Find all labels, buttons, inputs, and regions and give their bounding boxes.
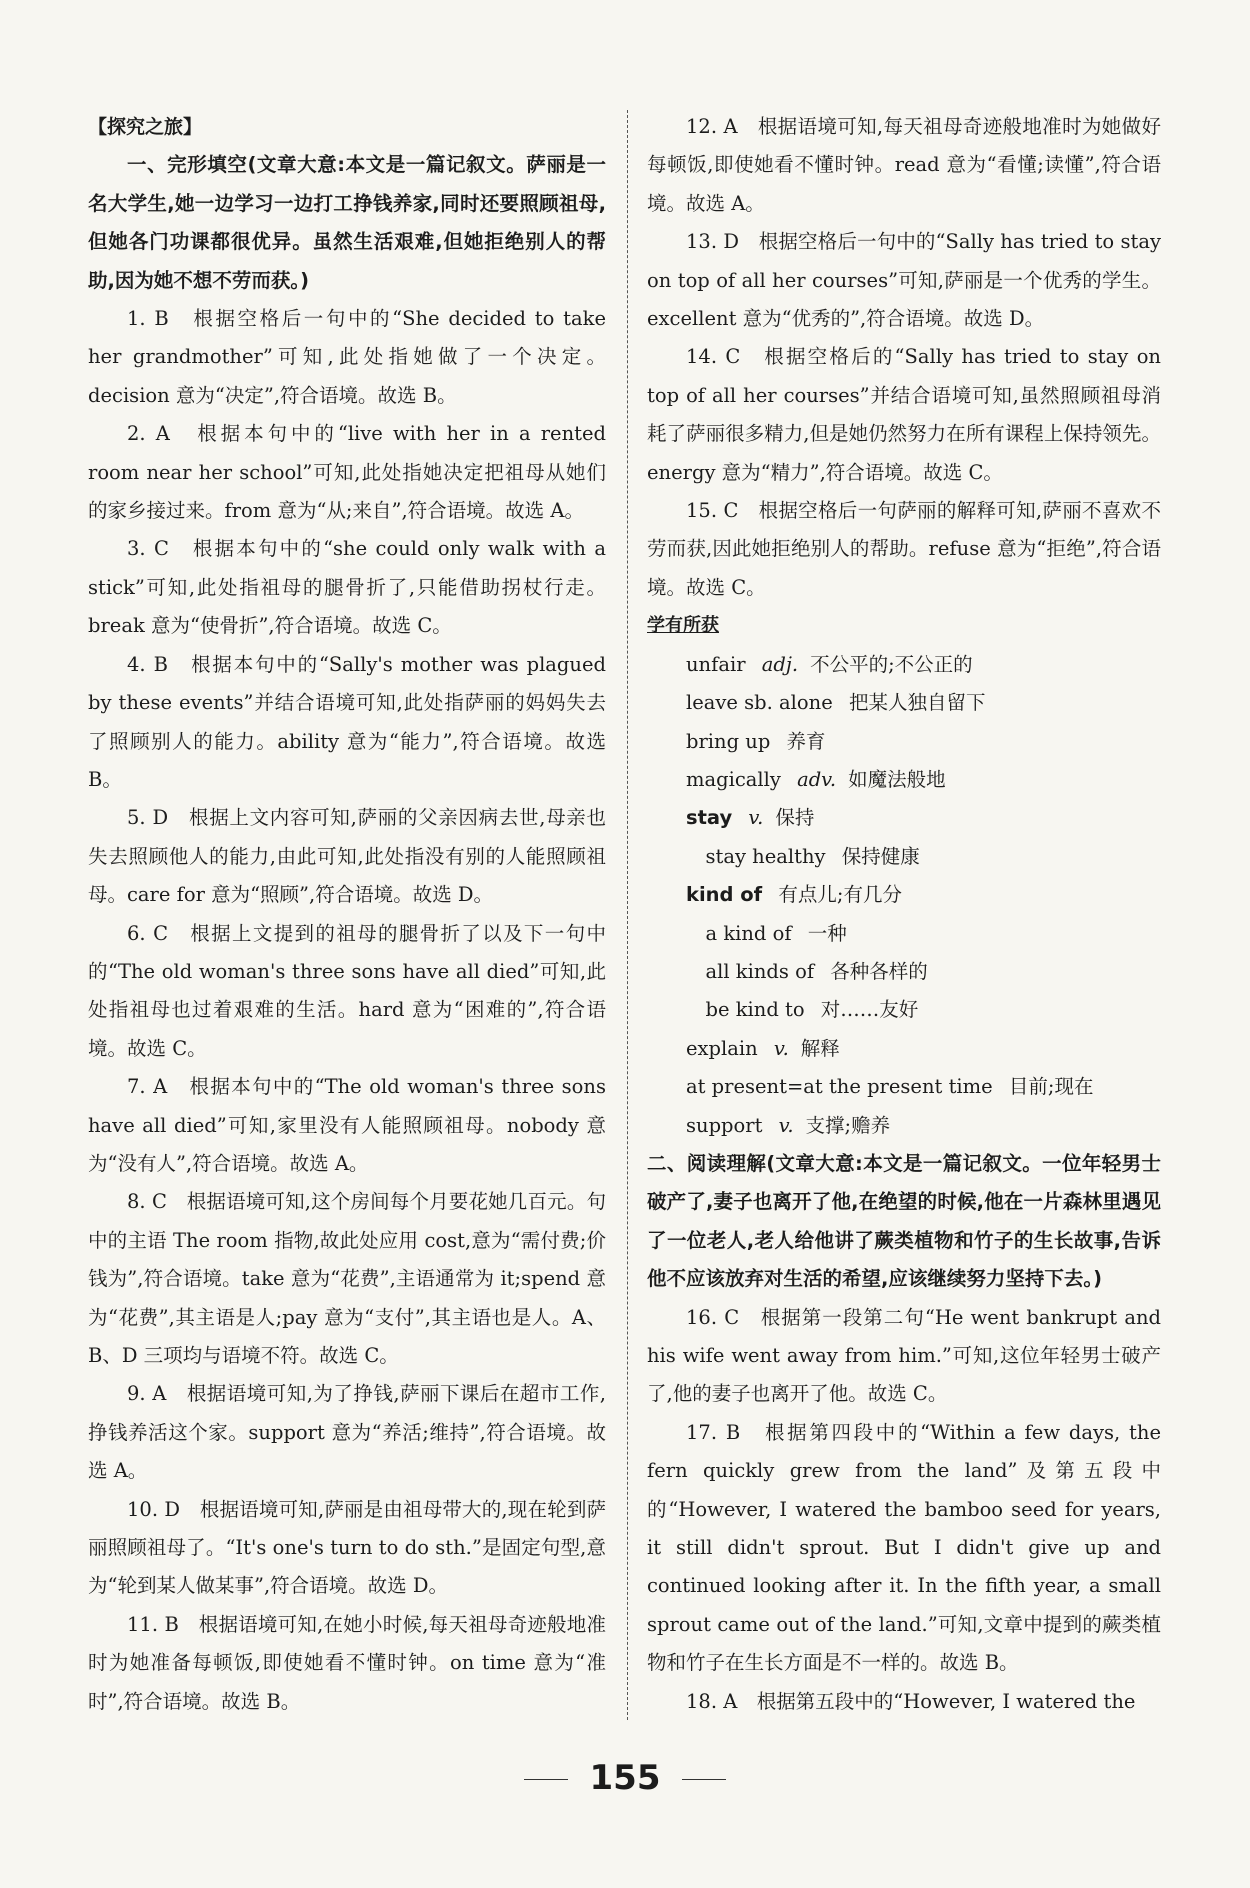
vocab-word: a kind of bbox=[705, 921, 792, 945]
left-column bbox=[88, 108, 606, 1721]
vocab-word: stay healthy bbox=[705, 844, 826, 868]
vocab-word: explain bbox=[686, 1036, 758, 1060]
answer-item-4: 4. B 根据本句中的“Sally's mother was plagued by these events”并结合语境可知,此处指萨丽的妈妈失去了照顾别人的能力。ability 意为“能力”,符合语境。故选 B。 bbox=[88, 652, 606, 791]
vocab-meaning: 解释 bbox=[800, 1036, 840, 1060]
vocab-word: bring up bbox=[686, 729, 771, 753]
vocab-meaning: 一种 bbox=[807, 921, 847, 945]
answer-item-16: 16. C 根据第一段第二句“He went bankrupt and his wife went away from him.”可知,这位年轻男士破产了,他的妻子也离开了他。故选 C。 bbox=[647, 1305, 1161, 1406]
answer-item-9: 9. A 根据语境可知,为了挣钱,萨丽下课后在超市工作,挣钱养活这个家。support 意为“养活;维持”,符合语境。故选 A。 bbox=[88, 1382, 606, 1483]
vocab-meaning: 有点儿;有几分 bbox=[778, 883, 902, 907]
answer-item-14: 14. C 根据空格后的“Sally has tried to stay on top of all her courses”并结合语境可知,虽然照顾祖母消耗了萨丽很多精力,但是她仍然努力在所有课程上保持领先。energy 意为“精力”,符合语境。故选 C。 bbox=[647, 345, 1161, 484]
vocab-item bbox=[647, 723, 1161, 761]
vocab-meaning: 养育 bbox=[786, 729, 826, 753]
answer-item-13: 13. D 根据空格后一句中的“Sally has tried to stay on top of all her courses”可知,萨丽是一个优秀的学生。excellent 意为“优秀的”,符合语境。故选 D。 bbox=[647, 230, 1161, 331]
vocab-meaning: 目前;现在 bbox=[1008, 1075, 1094, 1099]
answer-item-15: 15. C 根据空格后一句萨丽的解释可知,萨丽不喜欢不劳而获,因此她拒绝别人的帮助。refuse 意为“拒绝”,符合语境。故选 C。 bbox=[647, 499, 1161, 599]
vocab-meaning: 保持健康 bbox=[841, 844, 920, 868]
answer-item-6: 6. C 根据上文提到的祖母的腿骨折了以及下一句中的“The old woman's three sons have all died”可知,此处指祖母也过着艰难的生活。hard 意为“困难的”,符合语境。故选 C。 bbox=[88, 921, 606, 1060]
vocab-item bbox=[647, 876, 1161, 914]
vocab-pos: v. bbox=[773, 1036, 789, 1060]
vocab-word: all kinds of bbox=[705, 959, 815, 983]
answer-item-8: 8. C 根据语境可知,这个房间每个月要花她几百元。句中的主语 The room 指物,故此处应用 cost,意为“需付费;价钱为”,符合语境。take 意为“花费”,主语通常为 it;spend 意为“花费”,其主语是人;pay 意为“支付”,其主语也是人。A、B、D 三项均与语境不符。故选 C。 bbox=[88, 1190, 606, 1367]
vocab-meaning: 支撑;赡养 bbox=[805, 1113, 891, 1137]
right-column bbox=[647, 108, 1161, 1721]
vocab-pos: v. bbox=[748, 806, 764, 830]
answer-item-12: 12. A 根据语境可知,每天祖母奇迹般地准时为她做好每顿饭,即使她看不懂时钟。read 意为“看懂;读懂”,符合语境。故选 A。 bbox=[647, 115, 1161, 215]
vocab-item bbox=[647, 915, 1161, 953]
vocab-word: support bbox=[686, 1113, 763, 1137]
vocab-item bbox=[647, 1068, 1161, 1106]
answer-item-5: 5. D 根据上文内容可知,萨丽的父亲因病去世,母亲也失去照顾他人的能力,由此可知,此处指没有别的人能照顾祖母。care for 意为“照顾”,符合语境。故选 D。 bbox=[88, 806, 606, 907]
vocab-heading: 学有所获 bbox=[647, 615, 719, 637]
vocab-item bbox=[647, 761, 1161, 799]
vocab-item bbox=[647, 1107, 1161, 1145]
vocab-word: at present=at the present time bbox=[686, 1075, 993, 1099]
answer-item-10: 10. D 根据语境可知,萨丽是由祖母带大的,现在轮到萨丽照顾祖母了。“It's one's turn to do sth.”是固定句型,意为“轮到某人做某事”,符合语境。故选 D。 bbox=[88, 1497, 606, 1598]
vocab-item bbox=[647, 646, 1161, 684]
answer-item-3: 3. C 根据本句中的“she could only walk with a stick”可知,此处指祖母的腿骨折了,只能借助拐杖行走。break 意为“使骨折”,符合语境。故选 C。 bbox=[88, 537, 606, 638]
vocab-item bbox=[647, 953, 1161, 991]
vocab-meaning: 各种各样的 bbox=[830, 959, 928, 983]
page-number-dash bbox=[682, 1779, 726, 1780]
column-divider bbox=[627, 110, 628, 1720]
page-number-dash bbox=[524, 1779, 568, 1780]
vocab-pos: v. bbox=[778, 1113, 794, 1137]
reading-summary: 二、阅读理解(文章大意:本文是一篇记叙文。一位年轻男士破产了,妻子也离开了他,在绝望的时候,他在一片森林里遇见了一位老人,老人给他讲了蕨类植物和竹子的生长故事,告诉他不应该放弃对生活的希望,应该继续努力坚持下去。) bbox=[647, 1151, 1161, 1291]
cloze-summary: 一、完形填空(文章大意:本文是一篇记叙文。萨丽是一名大学生,她一边学习一边打工挣钱养家,同时还要照顾祖母,但她各门功课都很优异。虽然生活艰难,但她拒绝别人的帮助,因为她不想不劳而获。) bbox=[88, 153, 606, 292]
vocab-meaning: 把某人独自留下 bbox=[848, 691, 986, 715]
vocab-word: unfair bbox=[686, 652, 746, 676]
vocab-pos: adv. bbox=[797, 767, 837, 791]
vocab-item bbox=[647, 1030, 1161, 1068]
vocab-meaning: 如魔法般地 bbox=[848, 767, 946, 791]
answer-item-18: 18. A 根据第五段中的“However, I watered the bbox=[686, 1689, 1136, 1713]
page-number-value: 155 bbox=[589, 1758, 661, 1798]
answer-item-7: 7. A 根据本句中的“The old woman's three sons have all died”可知,家里没有人能照顾祖母。nobody 意为“没有人”,符合语境。故选 A。 bbox=[88, 1075, 606, 1175]
vocab-word: magically bbox=[686, 767, 781, 791]
vocab-word: stay bbox=[686, 806, 733, 830]
answer-item-11: 11. B 根据语境可知,在她小时候,每天祖母奇迹般地准时为她准备每顿饭,即使她看不懂时钟。on time 意为“准时”,符合语境。故选 B。 bbox=[88, 1612, 606, 1713]
vocab-word: be kind to bbox=[705, 998, 805, 1022]
vocab-meaning: 不公平的;不公正的 bbox=[810, 652, 973, 676]
page-number bbox=[0, 1758, 1250, 1798]
vocab-item bbox=[647, 799, 1161, 837]
vocab-list bbox=[647, 646, 1161, 1145]
vocab-meaning: 对……友好 bbox=[820, 998, 919, 1022]
vocab-item bbox=[647, 838, 1161, 876]
vocab-pos: adj. bbox=[761, 652, 799, 676]
section-heading: 【探究之旅】 bbox=[88, 116, 203, 138]
vocab-word: kind of bbox=[686, 883, 763, 907]
vocab-item bbox=[647, 684, 1161, 722]
vocab-word: leave sb. alone bbox=[686, 691, 833, 715]
answer-item-17: 17. B 根据第四段中的“Within a few days, the fern quickly grew from the land”及第五段中的“However, I watered the bamboo seed for years, it still didn't sprout. But I didn't give up and continued looking after it. In the fifth year, a small sprout came out of the land.”可知,文章中提到的蕨类植物和竹子在生长方面是不一样的。故选 B。 bbox=[647, 1420, 1161, 1675]
vocab-meaning: 保持 bbox=[775, 806, 815, 830]
answer-item-2: 2. A 根据本句中的“live with her in a rented room near her school”可知,此处指她决定把祖母从她们的家乡接过来。from 意为“从;来自”,符合语境。故选 A。 bbox=[88, 422, 606, 523]
vocab-item bbox=[647, 991, 1161, 1029]
answer-item-1: 1. B 根据空格后一句中的“She decided to take her grandmother”可知,此处指她做了一个决定。decision 意为“决定”,符合语境。故选 B。 bbox=[88, 307, 606, 407]
